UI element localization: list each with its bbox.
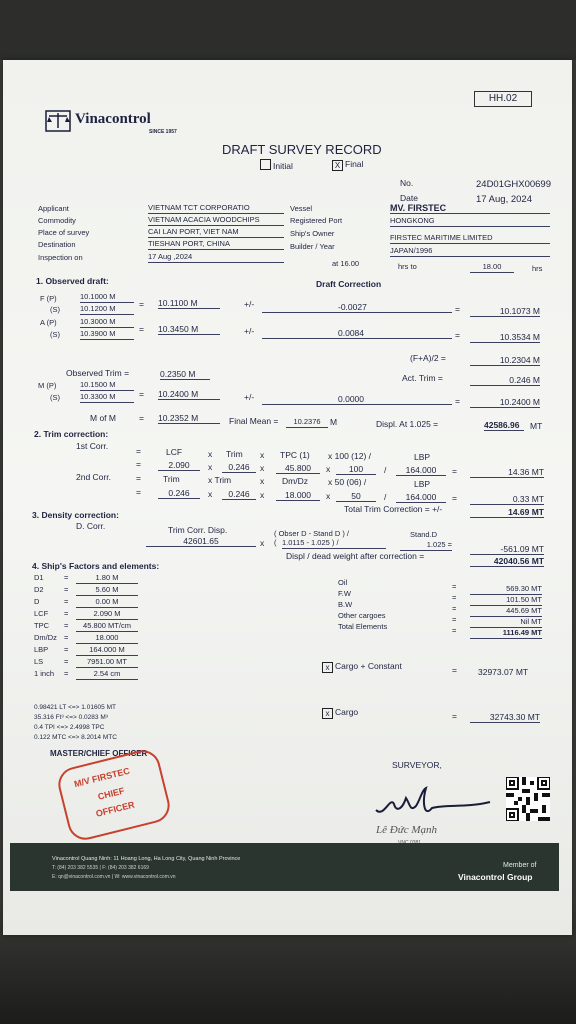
v-eq: = [452, 466, 457, 476]
logo-since: SINCE 1957 [149, 129, 177, 135]
h-lbp: LBP [414, 452, 431, 462]
inspection-value: 17 Aug ,2024 [148, 252, 284, 263]
factor-label: Dm/Dz [34, 633, 57, 642]
conversion-line: 0.98421 LT <=> 1.01605 MT [34, 704, 116, 711]
fa2-value: 10.2304 M [470, 355, 540, 366]
a-pm: +/- [244, 326, 255, 336]
h-x2: x [260, 450, 265, 460]
no-label: No. [400, 178, 414, 188]
v-slash: / [384, 465, 387, 475]
mofm-eq: = [139, 413, 144, 423]
cargo-constant-row [322, 661, 402, 673]
element-label: Other cargoes [338, 611, 386, 620]
factor-value: 164.000 M [76, 645, 138, 656]
fp-value: 10.1000 M [80, 292, 134, 303]
f-pm: +/- [244, 299, 255, 309]
vessel-label: Vessel [290, 204, 313, 213]
scales-icon [45, 110, 71, 132]
obs-open: ( [274, 538, 277, 547]
element-value: Nil MT [470, 617, 542, 628]
m-res-eq: = [455, 396, 460, 406]
element-value: 101.50 MT [470, 595, 542, 606]
factor-label: D1 [34, 573, 44, 582]
mofm-value: 10.2352 M [158, 413, 220, 424]
element-value: 445.69 MT [470, 606, 542, 617]
qr-code [506, 777, 550, 821]
element-eq: = [452, 582, 457, 591]
factor-label: TPC [34, 621, 49, 630]
commodity-label: Commodity [38, 216, 76, 225]
total-trim-label: Total Trim Correction = +/- [344, 504, 443, 514]
factor-eq: = [64, 597, 69, 606]
cargo-constant-value: 32973.07 MT [478, 667, 529, 677]
stand-head: Stand.D [410, 530, 438, 539]
builder-label: Builder / Year [290, 242, 335, 251]
cargo-constant-eq: = [452, 665, 457, 675]
obs-trim-label: Observed Trim = [66, 368, 130, 378]
h-tpc: TPC (1) [280, 450, 310, 460]
factor-label: D [34, 597, 40, 606]
stamp-line-1: M/V FIRSTEC [73, 765, 131, 790]
act-trim-value: 0.246 M [470, 375, 540, 386]
factor-label: LBP [34, 645, 49, 654]
v2-trim2: 0.246 [222, 489, 256, 500]
final-mean-unit: M [330, 417, 338, 427]
factor-eq: = [64, 585, 69, 594]
m-corr: 0.0000 [262, 394, 452, 405]
v2-trim: 0.246 [158, 488, 200, 499]
surveyor-signature [366, 778, 496, 828]
displ-unit: MT [530, 421, 543, 431]
a-res-eq: = [455, 330, 460, 340]
first-corr-result: 14.36 MT [470, 467, 544, 478]
f-eq: = [139, 299, 144, 309]
fa2-label: (F+A)/2 = [410, 353, 446, 363]
cargo-label: Cargo [335, 707, 359, 717]
factor-label: LCF [34, 609, 49, 618]
applicant-label: Applicant [38, 204, 69, 213]
footer-group: Vinacontrol Group [458, 872, 533, 882]
obs-trim-value: 0.2350 M [160, 369, 210, 380]
final-label: Final [345, 159, 364, 169]
h2-x: x [260, 476, 265, 486]
fp-label: F (P) [40, 294, 57, 303]
h2-lbp: LBP [414, 479, 431, 489]
hrs-unit: hrs [532, 264, 543, 273]
h2-x-trim: x Trim [208, 475, 232, 485]
conversion-line: 0.4 TPI <=> 2.4998 TPC [34, 724, 105, 731]
a-corr: 0.0084 [262, 328, 452, 339]
as-value: 10.3900 M [80, 329, 134, 340]
section4-title: 4. Ship's Factors and elements: [32, 561, 160, 571]
factor-label: LS [34, 657, 44, 666]
v2-x2: x [260, 490, 265, 500]
mp-label: M (P) [38, 381, 57, 390]
v-100: 100 [336, 464, 376, 475]
h2-x50: x 50 (06) / [328, 477, 367, 487]
v-trim: 0.246 [222, 462, 256, 473]
element-eq: = [452, 593, 457, 602]
density-result: -561.09 MT [470, 544, 544, 555]
element-label: B.W [338, 600, 353, 609]
reference-box: HH.02 [474, 91, 532, 107]
owner-value: FIRSTEC MARITIME LIMITED [390, 233, 550, 244]
m-result: 10.2400 M [470, 397, 540, 408]
stamp-line-2: CHIEF [96, 785, 126, 802]
element-label: Total Elements [338, 622, 388, 631]
hrs-to: hrs to [398, 262, 417, 271]
date-value: 17 Aug, 2024 [476, 194, 532, 205]
element-eq: = [452, 615, 457, 624]
factor-eq: = [64, 573, 69, 582]
port-value: HONGKONG [390, 216, 550, 227]
v2-eq: = [452, 493, 457, 503]
footer-line-1: Vinacontrol Quang Ninh: 11 Hoang Long, Ha Long City, Quang Ninh Province [52, 856, 241, 862]
final-mean-value: 10.2376 [286, 417, 328, 428]
section2-title: 2. Trim correction: [34, 429, 109, 439]
master-label: MASTER/CHIEF OFFICER [50, 749, 148, 758]
page-title: DRAFT SURVEY RECORD [222, 142, 382, 157]
f-result: 10.1073 M [470, 306, 540, 317]
conversion-line: 35.316 Ft³ <=> 0.0283 M³ [34, 714, 108, 721]
conversion-line: 0.122 MTC <=> 8.2014 MTC [34, 734, 117, 741]
commodity-value: VIETNAM ACACIA WOODCHIPS [148, 215, 284, 226]
v-lbp: 164.000 [396, 465, 446, 476]
stand-value: 1.025 = [400, 540, 452, 551]
draft-correction-title: Draft Correction [316, 279, 382, 289]
v2-x1: x [208, 489, 213, 499]
a-result: 10.3534 M [470, 332, 540, 343]
a-mean: 10.3450 M [158, 324, 220, 335]
destination-value: TIESHAN PORT, CHINA [148, 239, 284, 250]
factor-value: 7951.00 MT [76, 657, 138, 668]
footer-member: Member of [503, 862, 537, 869]
obs-head: ( Obser D - Stand D ) / [274, 529, 350, 538]
background-top [0, 0, 576, 60]
place-label: Place of survey [38, 228, 90, 237]
displ-after-label: Displ / dead weight after correction = [286, 551, 425, 561]
element-value: 569.30 MT [470, 584, 542, 595]
mp-value: 10.1500 M [80, 380, 134, 391]
element-eq: = [452, 604, 457, 613]
v2-x3: x [326, 491, 331, 501]
ap-label: A (P) [40, 318, 57, 327]
factor-value: 1.80 M [76, 573, 138, 584]
act-trim-label: Act. Trim = [402, 373, 443, 383]
v-x3: x [326, 464, 331, 474]
mode-final [332, 159, 363, 171]
section3-title: 3. Density correction: [32, 510, 119, 520]
ap-value: 10.3000 M [80, 317, 134, 328]
mode-initial [260, 159, 293, 171]
ms-value: 10.3300 M [80, 392, 134, 403]
final-mean-label: Final Mean = [229, 416, 279, 426]
port-label: Registered Port [290, 216, 343, 225]
h-trim: Trim [226, 449, 243, 459]
at-time: at 16.00 [332, 259, 360, 268]
cargo-constant-checkbox: x [322, 662, 333, 673]
footer-bar [10, 843, 559, 891]
element-value: 1116.49 MT [470, 628, 542, 639]
eq-c: = [136, 473, 141, 483]
v2-slash: / [384, 492, 387, 502]
m-pm: +/- [244, 392, 255, 402]
factor-value: 18.000 [76, 633, 138, 644]
factor-value: 45.800 MT/cm [76, 621, 138, 632]
second-corr-label: 2nd Corr. [76, 472, 111, 482]
inspection-label: Inspection on [38, 253, 83, 262]
fs-label: (S) [50, 305, 60, 314]
displ-value: 42586.96 [484, 420, 524, 431]
factor-value: 2.54 cm [76, 669, 138, 680]
factor-eq: = [64, 657, 69, 666]
m-mean: 10.2400 M [158, 389, 220, 400]
element-eq: = [452, 626, 457, 635]
total-trim-value: 14.69 MT [470, 507, 544, 518]
f-mean: 10.1100 M [158, 298, 220, 309]
tcd-label: Trim Corr. Disp. [168, 525, 228, 535]
cargo-eq: = [452, 711, 457, 721]
v-x2: x [260, 463, 265, 473]
h2-trim: Trim [163, 474, 180, 484]
factor-value: 5.60 M [76, 585, 138, 596]
as-label: (S) [50, 330, 60, 339]
footer-line-3: E: qn@vinacontrol.com.vn | W: www.vinacontrol.com.vn [52, 874, 176, 880]
displ-after-value: 42040.56 MT [470, 556, 544, 567]
first-corr-label: 1st Corr. [76, 441, 109, 451]
cargo-value: 32743.30 MT [470, 712, 540, 723]
tcd-x: x [260, 538, 265, 548]
mofm-label: M of M [90, 413, 116, 423]
builder-value: JAPAN/1996 [390, 246, 550, 257]
cargo-row [322, 707, 358, 719]
f-res-eq: = [455, 304, 460, 314]
v-lcf: 2.090 [158, 460, 200, 471]
initial-label: Initial [273, 161, 293, 171]
fs-value: 10.1200 M [80, 304, 134, 315]
ms-label: (S) [50, 393, 60, 402]
second-corr-result: 0.33 MT [470, 494, 544, 505]
v2-dmdz: 18.000 [276, 490, 320, 501]
displ-label: Displ. At 1.025 = [376, 419, 439, 429]
factor-eq: = [64, 609, 69, 618]
d-corr-label: D. Corr. [76, 521, 106, 531]
vessel-value: MV. FIRSTEC [390, 203, 550, 214]
eq-d: = [136, 487, 141, 497]
element-label: F.W [338, 589, 351, 598]
h2-dmdz: Dm/Dz [282, 476, 308, 486]
factor-value: 0.00 M [76, 597, 138, 608]
factor-eq: = [64, 645, 69, 654]
factor-value: 2.090 M [76, 609, 138, 620]
footer-line-2: T: (84) 203 382 5535 | F: (84) 203 382 6169 [52, 865, 149, 871]
factor-label: 1 inch [34, 669, 55, 678]
obs-values: 1.0115 - 1.025 ) / [282, 538, 386, 549]
to-value: 18.00 [470, 262, 514, 273]
applicant-value: VIETNAM TCT CORPORATIO [148, 203, 284, 214]
factor-eq: = [64, 669, 69, 678]
section1-title: 1. Observed draft: [36, 276, 109, 286]
v2-lbp: 164.000 [396, 492, 446, 503]
h-x100: x 100 (12) / [328, 451, 371, 461]
v2-50: 50 [336, 491, 376, 502]
date-label: Date [400, 193, 418, 203]
factor-eq: = [64, 633, 69, 642]
v-tpc: 45.800 [276, 463, 320, 474]
factor-label: D2 [34, 585, 44, 594]
v-x1: x [208, 462, 213, 472]
initial-checkbox [260, 159, 271, 170]
no-value: 24D01GHX00699 [476, 179, 551, 190]
factor-eq: = [64, 621, 69, 630]
cargo-checkbox: x [322, 708, 333, 719]
final-checkbox: X [332, 160, 343, 171]
owner-label: Ship's Owner [290, 229, 335, 238]
logo-name: Vinacontrol [75, 111, 151, 127]
m-eq: = [139, 389, 144, 399]
eq-a: = [136, 446, 141, 456]
f-corr: -0.0027 [262, 302, 452, 313]
stamp-line-3: OFFICER [94, 799, 136, 819]
destination-label: Destination [38, 240, 76, 249]
a-eq: = [139, 324, 144, 334]
h-x1: x [208, 449, 213, 459]
h-lcf: LCF [166, 447, 183, 457]
surveyor-label: SURVEYOR, [392, 760, 442, 770]
surveyor-name: Lê Đức Mạnh [376, 824, 437, 836]
element-label: Oil [338, 578, 348, 587]
eq-b: = [136, 459, 141, 469]
cargo-constant-label: Cargo + Constant [335, 661, 402, 671]
tcd-value: 42601.65 [146, 536, 256, 547]
place-value: CAI LAN PORT, VIET NAM [148, 227, 284, 238]
